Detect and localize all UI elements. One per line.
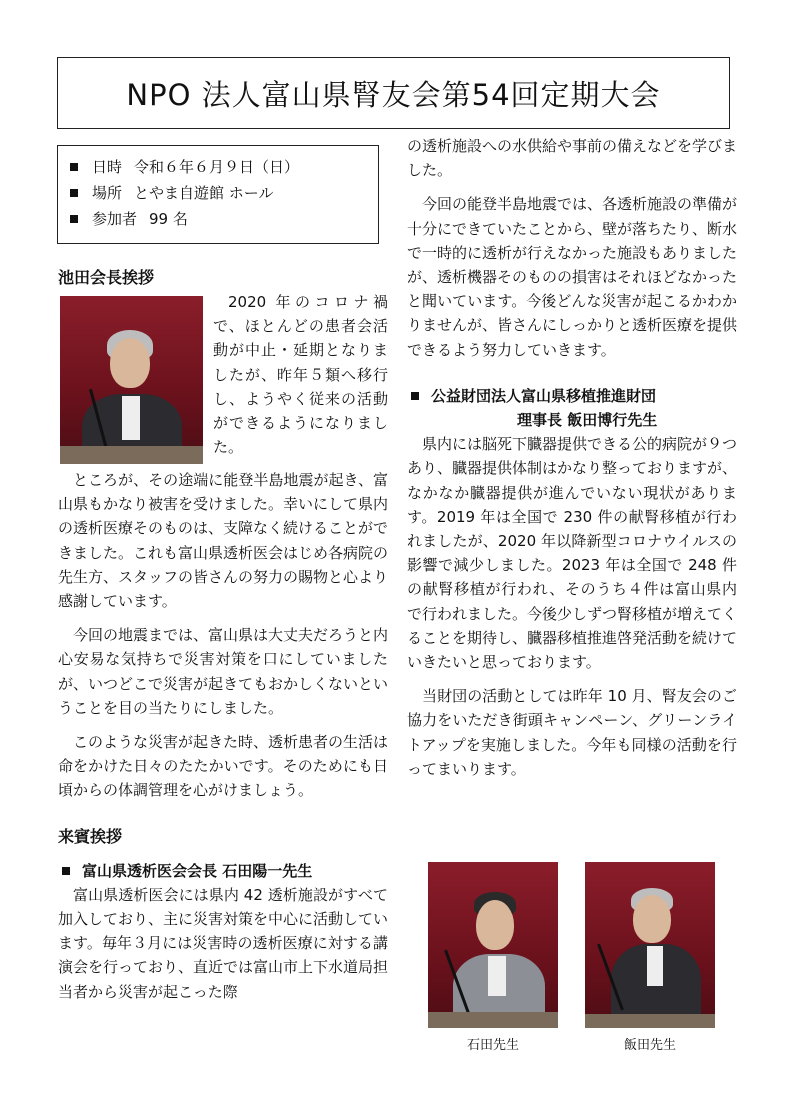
shirt-shape xyxy=(647,946,663,986)
info-value: 99 名 xyxy=(149,210,188,228)
face-shape xyxy=(633,895,671,943)
shirt-shape xyxy=(488,956,506,996)
podium-shape xyxy=(60,446,203,464)
info-value: 令和６年６月９日（日） xyxy=(134,158,300,176)
bullet-square-icon xyxy=(70,163,78,171)
iida-photo xyxy=(585,862,715,1028)
ishida-title-text: 富山県透析医会会長 石田陽一先生 xyxy=(82,861,313,880)
ishida-caption: 石田先生 xyxy=(466,1038,519,1053)
face-shape xyxy=(476,900,514,950)
iida-paragraph-2: 当財団の活動としては昨年 10 月、腎友会のご協力をいただき街頭キャンペーン、グリーンライトアップを実施しました。今年も同様の活動を行ってまいります。 xyxy=(407,687,737,778)
chairman-paragraph-2: ところが、その途端に能登半島地震が起き、富山県もかなり被害を受けました。幸いにして県内の透析医療そのものは、支障なく続けることができました。これも富山県透析医会はじめ各病院の先生方、スタッフの皆さんの努力の賜物と心より感謝しています。 xyxy=(58,471,389,611)
ishida-paragraph-3: 今回の能登半島地震では、各透析施設の準備が十分にできていたことから、壁が落ちたり、断水で一時的に透析が行えなかった施設もありましたが、透析機器そのものの損害はそれほどなかったと聞いています。今後どんな災害が起こるかわかりませんが、皆さんにしっかりと透析医療を提供できるよう努力していきます。 xyxy=(407,195,738,359)
info-row-attendees xyxy=(68,206,378,232)
info-label: 日時 xyxy=(92,158,123,176)
chairman-paragraph-3: 今回の地震までは、富山県は大丈夫だろうと内心安易な気持ちで災害対策を口にしていましたが、いつどこで災害が起きてもおかしくないということを目の当たりにしました。 xyxy=(58,626,389,717)
bullet-square-icon xyxy=(411,392,419,400)
ishida-photo xyxy=(428,862,558,1028)
podium-shape xyxy=(428,1012,558,1028)
iida-caption: 飯田先生 xyxy=(623,1038,676,1053)
ishida-title xyxy=(58,859,388,883)
chairman-heading: 池田会長挨拶 xyxy=(58,268,155,287)
info-label: 場所 xyxy=(92,184,123,202)
page-title: NPO 法人富山県腎友会第54回定期大会 xyxy=(57,57,730,129)
shirt-shape xyxy=(122,396,140,440)
info-value: とやま自遊館 ホール xyxy=(134,184,274,202)
bullet-square-icon xyxy=(70,215,78,223)
iida-title-line-1 xyxy=(407,384,737,408)
info-label: 参加者 xyxy=(92,210,138,228)
podium-shape xyxy=(585,1014,715,1028)
chairman-paragraph-1: 2020 年のコロナ禍で、ほとんどの患者会活動が中止・延期となりましたが、昨年５類へ移行し、ようやく従来の活動ができるようになりました。 xyxy=(213,293,388,457)
chairman-paragraph-4: このような災害が起きた時、透析患者の生活は命をかけた日々のたたかいです。そのためにも日頃からの体調管理を心がけましょう。 xyxy=(58,733,389,800)
left-column xyxy=(58,266,388,1004)
info-row-date xyxy=(68,154,378,180)
ishida-paragraph-1: 富山県透析医会には県内 42 透析施設がすべて加入しており、主に災害対策を中心に活動しています。毎年３月には災害時の透析医療に対する講演会を行っており、直近では富山市上下水道局担当者から災害が起こった際 xyxy=(58,885,389,1001)
right-column xyxy=(407,134,737,781)
guests-heading: 来賓挨拶 xyxy=(58,826,123,846)
face-shape xyxy=(110,338,150,388)
bullet-square-icon xyxy=(62,867,70,875)
event-info-box xyxy=(57,145,379,244)
iida-title-text: 公益財団法人富山県移植推進財団 xyxy=(431,386,657,405)
iida-title-line-2: 理事長 飯田博行先生 xyxy=(517,411,658,430)
iida-paragraph-1: 県内には脳死下臓器提供できる公的病院が９つあり、臓器提供体制はかなり整っておりますが、なかなか臓器提供が進んでいない現状があります。2019 年は全国で 230 件の献腎移植が行われましたが、2020 年以降新型コロナウイルスの影響で減少しました。2023 年は全国で 248 件の献腎移植が行われ、そのうち４件は富山県内で行われました。今後少しずつ腎移植が増えてくることを期待し、臓器移植推進啓発活動を続けていきたいと思っております。 xyxy=(407,435,738,672)
info-row-place xyxy=(68,180,378,206)
ishida-paragraph-2: の透析施設への水供給や事前の備えなどを学びました。 xyxy=(407,137,738,180)
bullet-square-icon xyxy=(70,189,78,197)
chairman-photo xyxy=(60,296,203,464)
chairman-intro xyxy=(58,290,388,468)
